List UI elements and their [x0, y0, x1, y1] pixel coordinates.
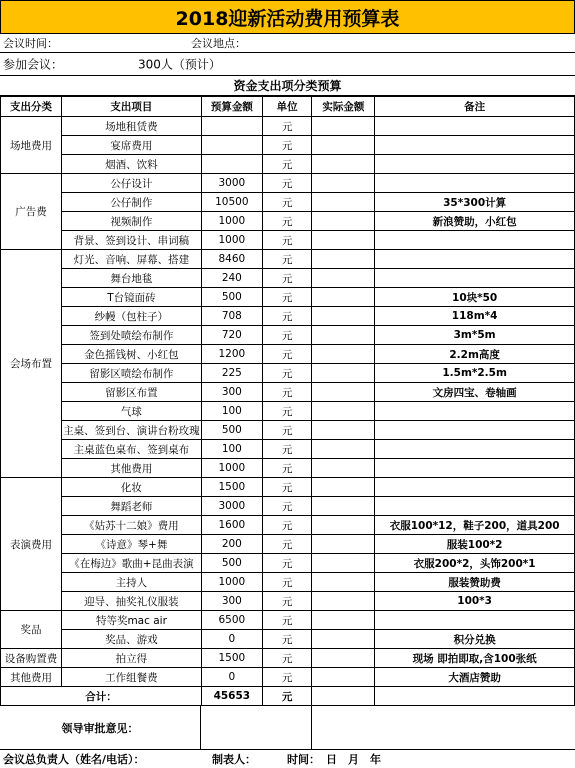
table-row [1, 231, 575, 250]
item-cell: 《姑苏十二娘》费用 [61, 516, 201, 535]
total-label: 合计： [1, 687, 202, 706]
budget-cell: 1000 [201, 459, 262, 478]
unit-cell: 元 [262, 592, 312, 611]
category-cell: 表演费用 [1, 478, 62, 611]
category-cell: 设备购置费 [1, 649, 62, 668]
table-row [1, 269, 575, 288]
section-subtitle: 资金支出项分类预算 [0, 76, 575, 96]
note-cell [375, 478, 575, 497]
unit-cell: 元 [262, 516, 312, 535]
note-cell: 积分兑换 [375, 630, 575, 649]
note-cell: 新浪赞助，小红包 [375, 212, 575, 231]
actual-cell [312, 421, 375, 440]
note-cell: 服装赞助费 [375, 573, 575, 592]
unit-cell: 元 [262, 497, 312, 516]
actual-cell [312, 174, 375, 193]
budget-cell: 240 [201, 269, 262, 288]
budget-cell: 500 [201, 421, 262, 440]
budget-cell: 708 [201, 307, 262, 326]
actual-cell [312, 307, 375, 326]
unit-cell: 元 [262, 231, 312, 250]
note-cell [375, 174, 575, 193]
note-cell: 1.5m*2.5m [375, 364, 575, 383]
category-cell: 会场布置 [1, 250, 62, 478]
table-header-row [1, 97, 575, 117]
budget-cell: 0 [201, 668, 262, 687]
item-cell: 留影区喷绘布制作 [61, 364, 201, 383]
budget-cell: 200 [201, 535, 262, 554]
unit-cell: 元 [262, 307, 312, 326]
attendees-value: 300人（预计） [138, 57, 221, 72]
budget-cell: 225 [201, 364, 262, 383]
note-cell: 3m*5m [375, 326, 575, 345]
header-unit: 单位 [262, 97, 312, 117]
note-cell [375, 117, 575, 136]
date-year: 年 [370, 753, 381, 766]
budget-cell: 10500 [201, 193, 262, 212]
table-row [1, 516, 575, 535]
budget-cell: 1500 [201, 478, 262, 497]
budget-cell: 100 [201, 440, 262, 459]
unit-cell: 元 [262, 459, 312, 478]
table-row [1, 459, 575, 478]
total-amount: 45653 [201, 687, 262, 706]
item-cell: 金色摇钱树、小红包 [61, 345, 201, 364]
actual-cell [312, 288, 375, 307]
total-unit: 元 [262, 687, 312, 706]
actual-cell [312, 383, 375, 402]
actual-cell [312, 231, 375, 250]
total-note [375, 687, 575, 706]
date-day: 日 [326, 753, 337, 766]
category-cell: 奖品 [1, 611, 62, 649]
unit-cell: 元 [262, 174, 312, 193]
footer-row [0, 750, 575, 768]
budget-cell: 0 [201, 630, 262, 649]
table-row [1, 117, 575, 136]
actual-cell [312, 212, 375, 231]
unit-cell: 元 [262, 193, 312, 212]
budget-table [0, 96, 575, 706]
actual-cell [312, 117, 375, 136]
actual-cell [312, 193, 375, 212]
table-row [1, 364, 575, 383]
note-cell: 35*300计算 [375, 193, 575, 212]
actual-cell [312, 364, 375, 383]
preparer-label: 制表人： [212, 753, 256, 766]
item-cell: 舞台地毯 [61, 269, 201, 288]
unit-cell: 元 [262, 402, 312, 421]
item-cell: 公仔设计 [61, 174, 201, 193]
actual-cell [312, 326, 375, 345]
item-cell: 宴席费用 [61, 136, 201, 155]
table-row [1, 307, 575, 326]
total-row [1, 687, 575, 706]
unit-cell: 元 [262, 269, 312, 288]
category-cell: 广告费 [1, 174, 62, 250]
note-cell: 大酒店赞助 [375, 668, 575, 687]
budget-cell: 6500 [201, 611, 262, 630]
approval-blank [201, 706, 312, 750]
note-cell: 文房四宝、卷轴画 [375, 383, 575, 402]
item-cell: 化妆 [61, 478, 201, 497]
table-row [1, 554, 575, 573]
header-category: 支出分类 [1, 97, 62, 117]
budget-cell: 500 [201, 554, 262, 573]
budget-cell [201, 155, 262, 174]
unit-cell: 元 [262, 364, 312, 383]
budget-cell: 300 [201, 592, 262, 611]
meeting-place-label: 会议地点： [191, 37, 246, 50]
budget-cell: 1600 [201, 516, 262, 535]
responsible-label: 会议总负责人（姓名/电话）： [3, 753, 145, 766]
unit-cell: 元 [262, 155, 312, 174]
table-row [1, 497, 575, 516]
table-row [1, 250, 575, 269]
item-cell: 工作组餐费 [61, 668, 201, 687]
table-row [1, 326, 575, 345]
budget-cell: 1000 [201, 231, 262, 250]
budget-cell: 1000 [201, 573, 262, 592]
note-cell: 服装100*2 [375, 535, 575, 554]
unit-cell: 元 [262, 383, 312, 402]
table-row [1, 611, 575, 630]
actual-cell [312, 516, 375, 535]
table-row [1, 478, 575, 497]
table-row [1, 193, 575, 212]
item-cell: 拍立得 [61, 649, 201, 668]
item-cell: 气球 [61, 402, 201, 421]
note-cell [375, 421, 575, 440]
actual-cell [312, 250, 375, 269]
unit-cell: 元 [262, 421, 312, 440]
budget-cell: 8460 [201, 250, 262, 269]
table-row [1, 440, 575, 459]
item-cell: 舞蹈老师 [61, 497, 201, 516]
note-cell: 现场 即拍即取,含100张纸 [375, 649, 575, 668]
actual-cell [312, 345, 375, 364]
unit-cell: 元 [262, 345, 312, 364]
table-row [1, 592, 575, 611]
unit-cell: 元 [262, 668, 312, 687]
header-budget: 预算金额 [201, 97, 262, 117]
note-cell [375, 440, 575, 459]
unit-cell: 元 [262, 630, 312, 649]
item-cell: 场地租赁费 [61, 117, 201, 136]
actual-cell [312, 535, 375, 554]
item-cell: 留影区布置 [61, 383, 201, 402]
note-cell [375, 136, 575, 155]
budget-cell: 1500 [201, 649, 262, 668]
unit-cell: 元 [262, 212, 312, 231]
item-cell: 公仔制作 [61, 193, 201, 212]
note-cell: 10块*50 [375, 288, 575, 307]
note-cell: 118m*4 [375, 307, 575, 326]
item-cell: 灯光、音响、屏幕、搭建 [61, 250, 201, 269]
actual-cell [312, 136, 375, 155]
note-cell: 衣服200*2，头饰200*1 [375, 554, 575, 573]
table-row [1, 573, 575, 592]
budget-cell: 3000 [201, 497, 262, 516]
item-cell: 背景、签到设计、串词稿 [61, 231, 201, 250]
actual-cell [312, 269, 375, 288]
unit-cell: 元 [262, 136, 312, 155]
actual-cell [312, 611, 375, 630]
table-row [1, 402, 575, 421]
unit-cell: 元 [262, 573, 312, 592]
unit-cell: 元 [262, 649, 312, 668]
budget-cell: 300 [201, 383, 262, 402]
item-cell: T台镜面砖 [61, 288, 201, 307]
item-cell: 主桌蓝色桌布、签到桌布 [61, 440, 201, 459]
table-row [1, 668, 575, 687]
actual-cell [312, 155, 375, 174]
item-cell: 烟酒、饮料 [61, 155, 201, 174]
table-row [1, 383, 575, 402]
attendees-label: 参加会议： [3, 57, 64, 72]
note-cell [375, 402, 575, 421]
meeting-time-label: 会议时间： [3, 37, 58, 50]
approval-section [0, 706, 575, 750]
budget-body [1, 117, 575, 706]
unit-cell: 元 [262, 117, 312, 136]
table-row [1, 630, 575, 649]
table-row [1, 649, 575, 668]
actual-cell [312, 402, 375, 421]
item-cell: 纱幔（包柱子） [61, 307, 201, 326]
actual-cell [312, 592, 375, 611]
budget-cell [201, 136, 262, 155]
item-cell: 主持人 [61, 573, 201, 592]
table-row [1, 535, 575, 554]
table-row [1, 174, 575, 193]
budget-cell: 500 [201, 288, 262, 307]
note-cell: 衣服100*12，鞋子200，道具200 [375, 516, 575, 535]
total-actual [312, 687, 375, 706]
note-cell [375, 269, 575, 288]
table-row [1, 155, 575, 174]
note-cell [375, 459, 575, 478]
item-cell: 迎导、抽奖礼仪服装 [61, 592, 201, 611]
actual-cell [312, 440, 375, 459]
budget-cell: 1000 [201, 212, 262, 231]
unit-cell: 元 [262, 554, 312, 573]
table-row [1, 212, 575, 231]
unit-cell: 元 [262, 288, 312, 307]
table-row [1, 345, 575, 364]
table-row [1, 136, 575, 155]
budget-cell: 100 [201, 402, 262, 421]
attendees-row [0, 53, 575, 76]
actual-cell [312, 649, 375, 668]
item-cell: 特等奖mac air [61, 611, 201, 630]
date-label: 时间： [287, 753, 320, 766]
actual-cell [312, 497, 375, 516]
note-cell [375, 155, 575, 174]
actual-cell [312, 554, 375, 573]
actual-cell [312, 459, 375, 478]
unit-cell: 元 [262, 250, 312, 269]
note-cell [375, 250, 575, 269]
note-cell: 2.2m高度 [375, 345, 575, 364]
header-item: 支出项目 [61, 97, 201, 117]
item-cell: 奖品、游戏 [61, 630, 201, 649]
actual-cell [312, 630, 375, 649]
category-cell: 其他费用 [1, 668, 62, 687]
header-note: 备注 [375, 97, 575, 117]
item-cell: 《在梅边》歌曲+昆曲表演 [61, 554, 201, 573]
actual-cell [312, 573, 375, 592]
approval-label: 领导审批意见： [0, 706, 201, 750]
note-cell [375, 497, 575, 516]
category-cell: 场地费用 [1, 117, 62, 174]
budget-cell: 3000 [201, 174, 262, 193]
note-cell [375, 231, 575, 250]
header-actual: 实际金额 [312, 97, 375, 117]
budget-cell [201, 117, 262, 136]
budget-cell: 1200 [201, 345, 262, 364]
item-cell: 其他费用 [61, 459, 201, 478]
sheet-title: 2018迎新活动费用预算表 [0, 0, 575, 34]
unit-cell: 元 [262, 326, 312, 345]
meeting-info-row [0, 34, 575, 53]
actual-cell [312, 478, 375, 497]
item-cell: 《诗意》琴+舞 [61, 535, 201, 554]
item-cell: 主桌、签到台、演讲台粉玫瑰 [61, 421, 201, 440]
budget-cell: 720 [201, 326, 262, 345]
table-row [1, 421, 575, 440]
table-row [1, 288, 575, 307]
item-cell: 视频制作 [61, 212, 201, 231]
unit-cell: 元 [262, 478, 312, 497]
note-cell: 100*3 [375, 592, 575, 611]
date-month: 月 [348, 753, 359, 766]
unit-cell: 元 [262, 535, 312, 554]
item-cell: 签到处喷绘布制作 [61, 326, 201, 345]
unit-cell: 元 [262, 440, 312, 459]
actual-cell [312, 668, 375, 687]
note-cell [375, 611, 575, 630]
unit-cell: 元 [262, 611, 312, 630]
